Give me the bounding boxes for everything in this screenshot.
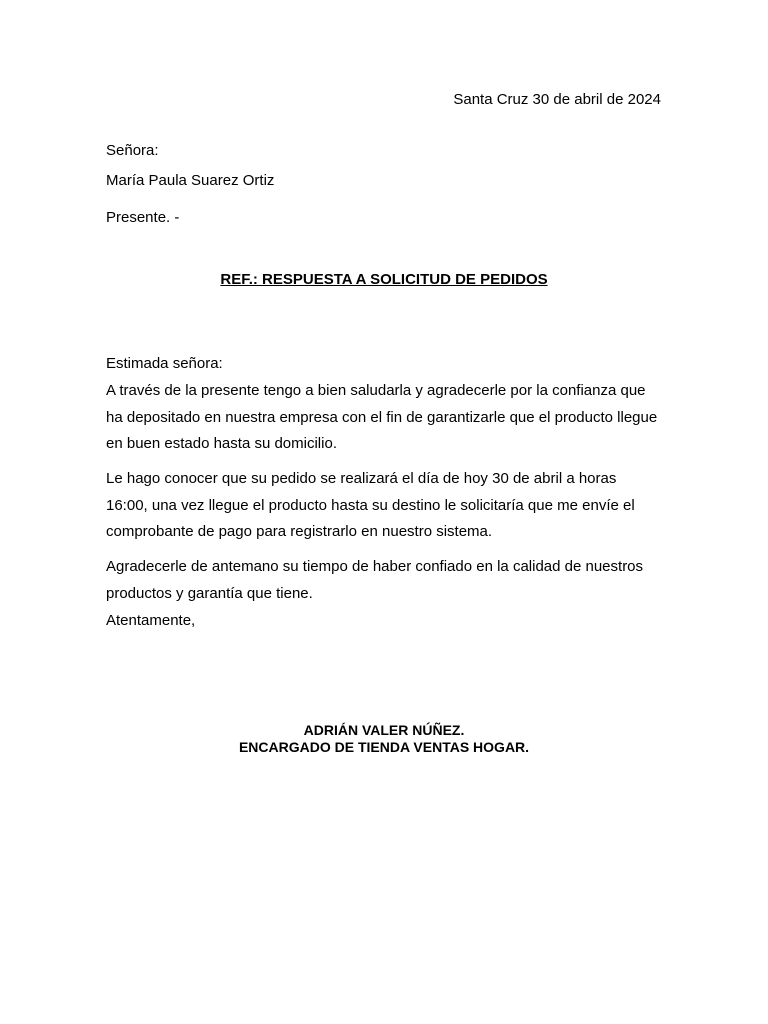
recipient-name: María Paula Suarez Ortiz [106, 172, 275, 189]
presente-line: Presente. - [106, 209, 180, 226]
salutation-title: Señora: [106, 142, 159, 159]
paragraph-2 [106, 466, 666, 546]
letter-date: Santa Cruz 30 de abril de 2024 [453, 91, 661, 108]
reference-heading: REF.: RESPUESTA A SOLICITUD DE PEDIDOS [220, 271, 548, 288]
paragraph-1 [106, 378, 666, 458]
paragraph-1-line: A través de la presente tengo a bien saludarla y agradecerle por la confianza que [106, 382, 646, 399]
greeting: Estimada señora: [106, 355, 223, 372]
paragraph-2-line: comprobante de pago para registrarlo en nuestro sistema. [106, 523, 493, 540]
paragraph-2-line: 16:00, una vez llegue el producto hasta su destino le solicitaría que me envíe el [106, 496, 635, 514]
paragraph-2-line: Le hago conocer que su pedido se realizará el día de hoy 30 de abril a horas [106, 470, 617, 487]
paragraph-3-line: productos y garantía que tiene. [106, 584, 313, 602]
signature-name: ADRIÁN VALER NÚÑEZ. [303, 722, 465, 738]
closing: Atentamente, [106, 612, 196, 629]
paragraph-3-line: Agradecerle de antemano su tiempo de haber confiado en la calidad de nuestros [106, 558, 644, 575]
signature-title: ENCARGADO DE TIENDA VENTAS HOGAR. [238, 739, 530, 755]
paragraph-1-line: en buen estado hasta su domicilio. [106, 435, 337, 452]
paragraph-3 [106, 554, 666, 607]
paragraph-1-line: ha depositado en nuestra empresa con el fin de garantizarle que el producto llegue [106, 408, 658, 426]
